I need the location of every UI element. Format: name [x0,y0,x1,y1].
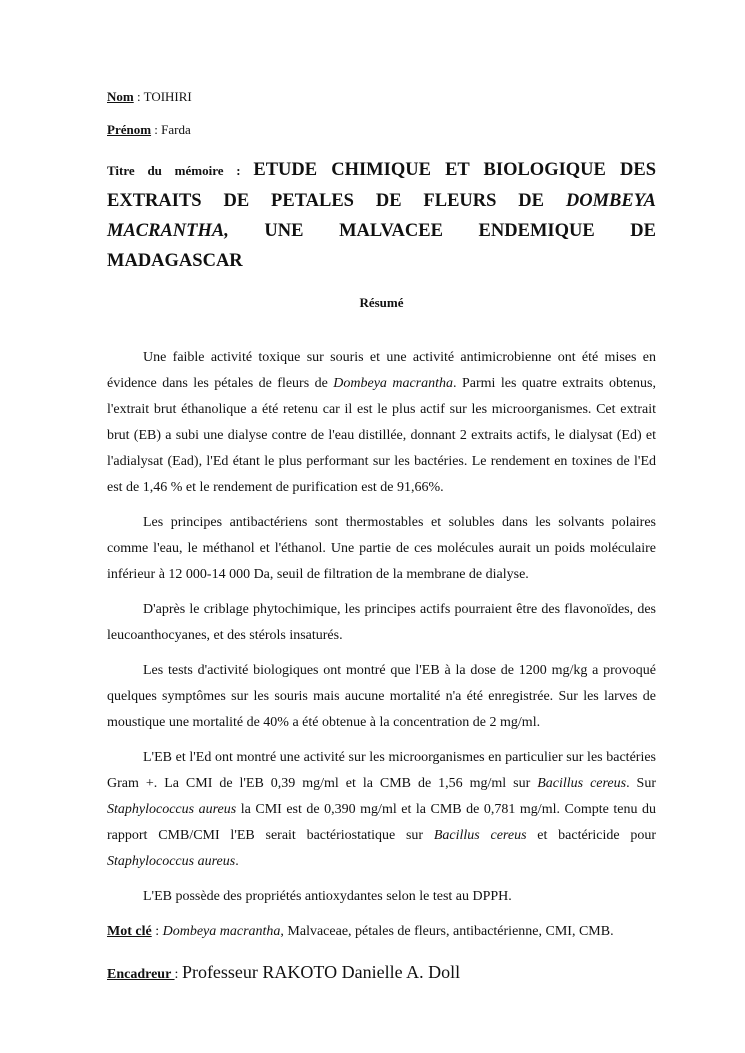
p1-species: Dombeya macrantha [333,375,454,391]
p5-species-4: Staphylococcus aureus [107,853,236,869]
abstract-paragraph-6: L'EB possède des propriétés antioxydantes selon le test au DPPH. [143,888,512,904]
abstract-paragraph-5 [107,745,656,875]
prenom-label: Prénom [107,122,152,137]
titre-text-part2: UNE MALVACEE ENDEMIQUE DE MADAGASCAR [107,221,656,271]
p5-text-a: L'EB et l'Ed ont montré une activité sur les microorganismes en particulier sur les bactéries Gram +. La CMI de l'EB 0,39 mg/ml et la CMB de 1,56 mg/ml sur [107,749,656,791]
prenom-separator: : [151,122,162,137]
supervisor-name: Professeur RAKOTO Danielle A. Doll [181,961,461,982]
p5-species-1: Bacillus cereus [537,775,627,791]
abstract-paragraph-3: D'après le criblage phytochimique, les principes actifs pourraient être des flavonoïdes, des leucoanthocyanes, et des stérols insaturés. [107,601,656,643]
nom-separator: : [133,89,144,104]
p1-text-b: . Parmi les quatre extraits obtenus, l'extrait brut éthanolique a été retenu car il est le plus actif sur les microorganismes. Cet extrait brut (EB) a subi une dialyse contre de l'eau distillée, donnant 2 extraits actifs, le dialysat (Ed) et l'adialysat (Ead), l'Ed étant le plus performant sur les bactéries. Le rendement en toxines de l'Ed est de 1,46 % et le rendement de purification est de 91,66%. [107,375,656,495]
p5-text-e: . [235,853,239,869]
p5-text-c: la CMI est de 0,390 mg/ml et la CMB de 0,781 mg/ml. Compte tenu du rapport CMB/CMI l'EB serait bactériostatique sur [107,801,656,843]
keywords-separator: : [151,923,163,939]
prenom-line [107,121,656,139]
p1-text-a: Une faible activité toxique sur souris et une activité antimicrobienne ont été mises en évidence dans les pétales de fleurs de [107,349,656,391]
p5-text-d: et bactéricide pour [526,827,656,843]
p5-species-3: Bacillus cereus [433,827,527,843]
p5-text-b: . Sur [626,775,657,791]
abstract-body [107,345,656,910]
nom-line [107,88,656,106]
supervisor-separator: : [174,966,182,982]
titre-text-part1: ETUDE CHIMIQUE ET BIOLOGIQUE DES EXTRAITS DE PETALES DE FLEURS DE [107,160,656,211]
nom-value: TOIHIRI [143,89,192,104]
keywords-list: , Malvaceae, pétales de fleurs, antibactérienne, CMI, CMB. [280,923,614,939]
resume-heading: Résumé [359,294,404,310]
abstract-paragraph-4: Les tests d'activité biologiques ont montré que l'EB à la dose de 1200 mg/kg a provoqué quelques symptômes sur les souris mais aucune mortalité n'a été enregistrée. Sur les larves de moustique une mortalité de 40% a été obtenue à la concentration de 2 mg/ml. [107,662,656,730]
titre-label: Titre du mémoire : [107,163,254,178]
document-page [107,84,656,1002]
keywords-species: Dombeya macrantha [162,923,281,939]
p5-species-2: Staphylococcus aureus [107,801,237,817]
keywords-line [107,919,656,945]
supervisor-label: Encadreur [107,966,175,982]
nom-label: Nom [107,89,134,104]
abstract-paragraph-2: Les principes antibactériens sont thermostables et solubles dans les solvants polaires comme l'eau, le méthanol et l'éthanol. Une partie de ces molécules aurait un poids moléculaire inférieur à 12 000-14 000 Da, seuil de filtration de la membrane de dialyse. [107,514,656,582]
thesis-title [107,155,656,276]
supervisor-line [107,959,656,988]
titre-species-name: DOMBEYA MACRANTHA, [107,191,656,241]
abstract-paragraph-1 [107,345,656,501]
prenom-value: Farda [161,122,191,137]
keywords-label: Mot clé [107,923,152,939]
